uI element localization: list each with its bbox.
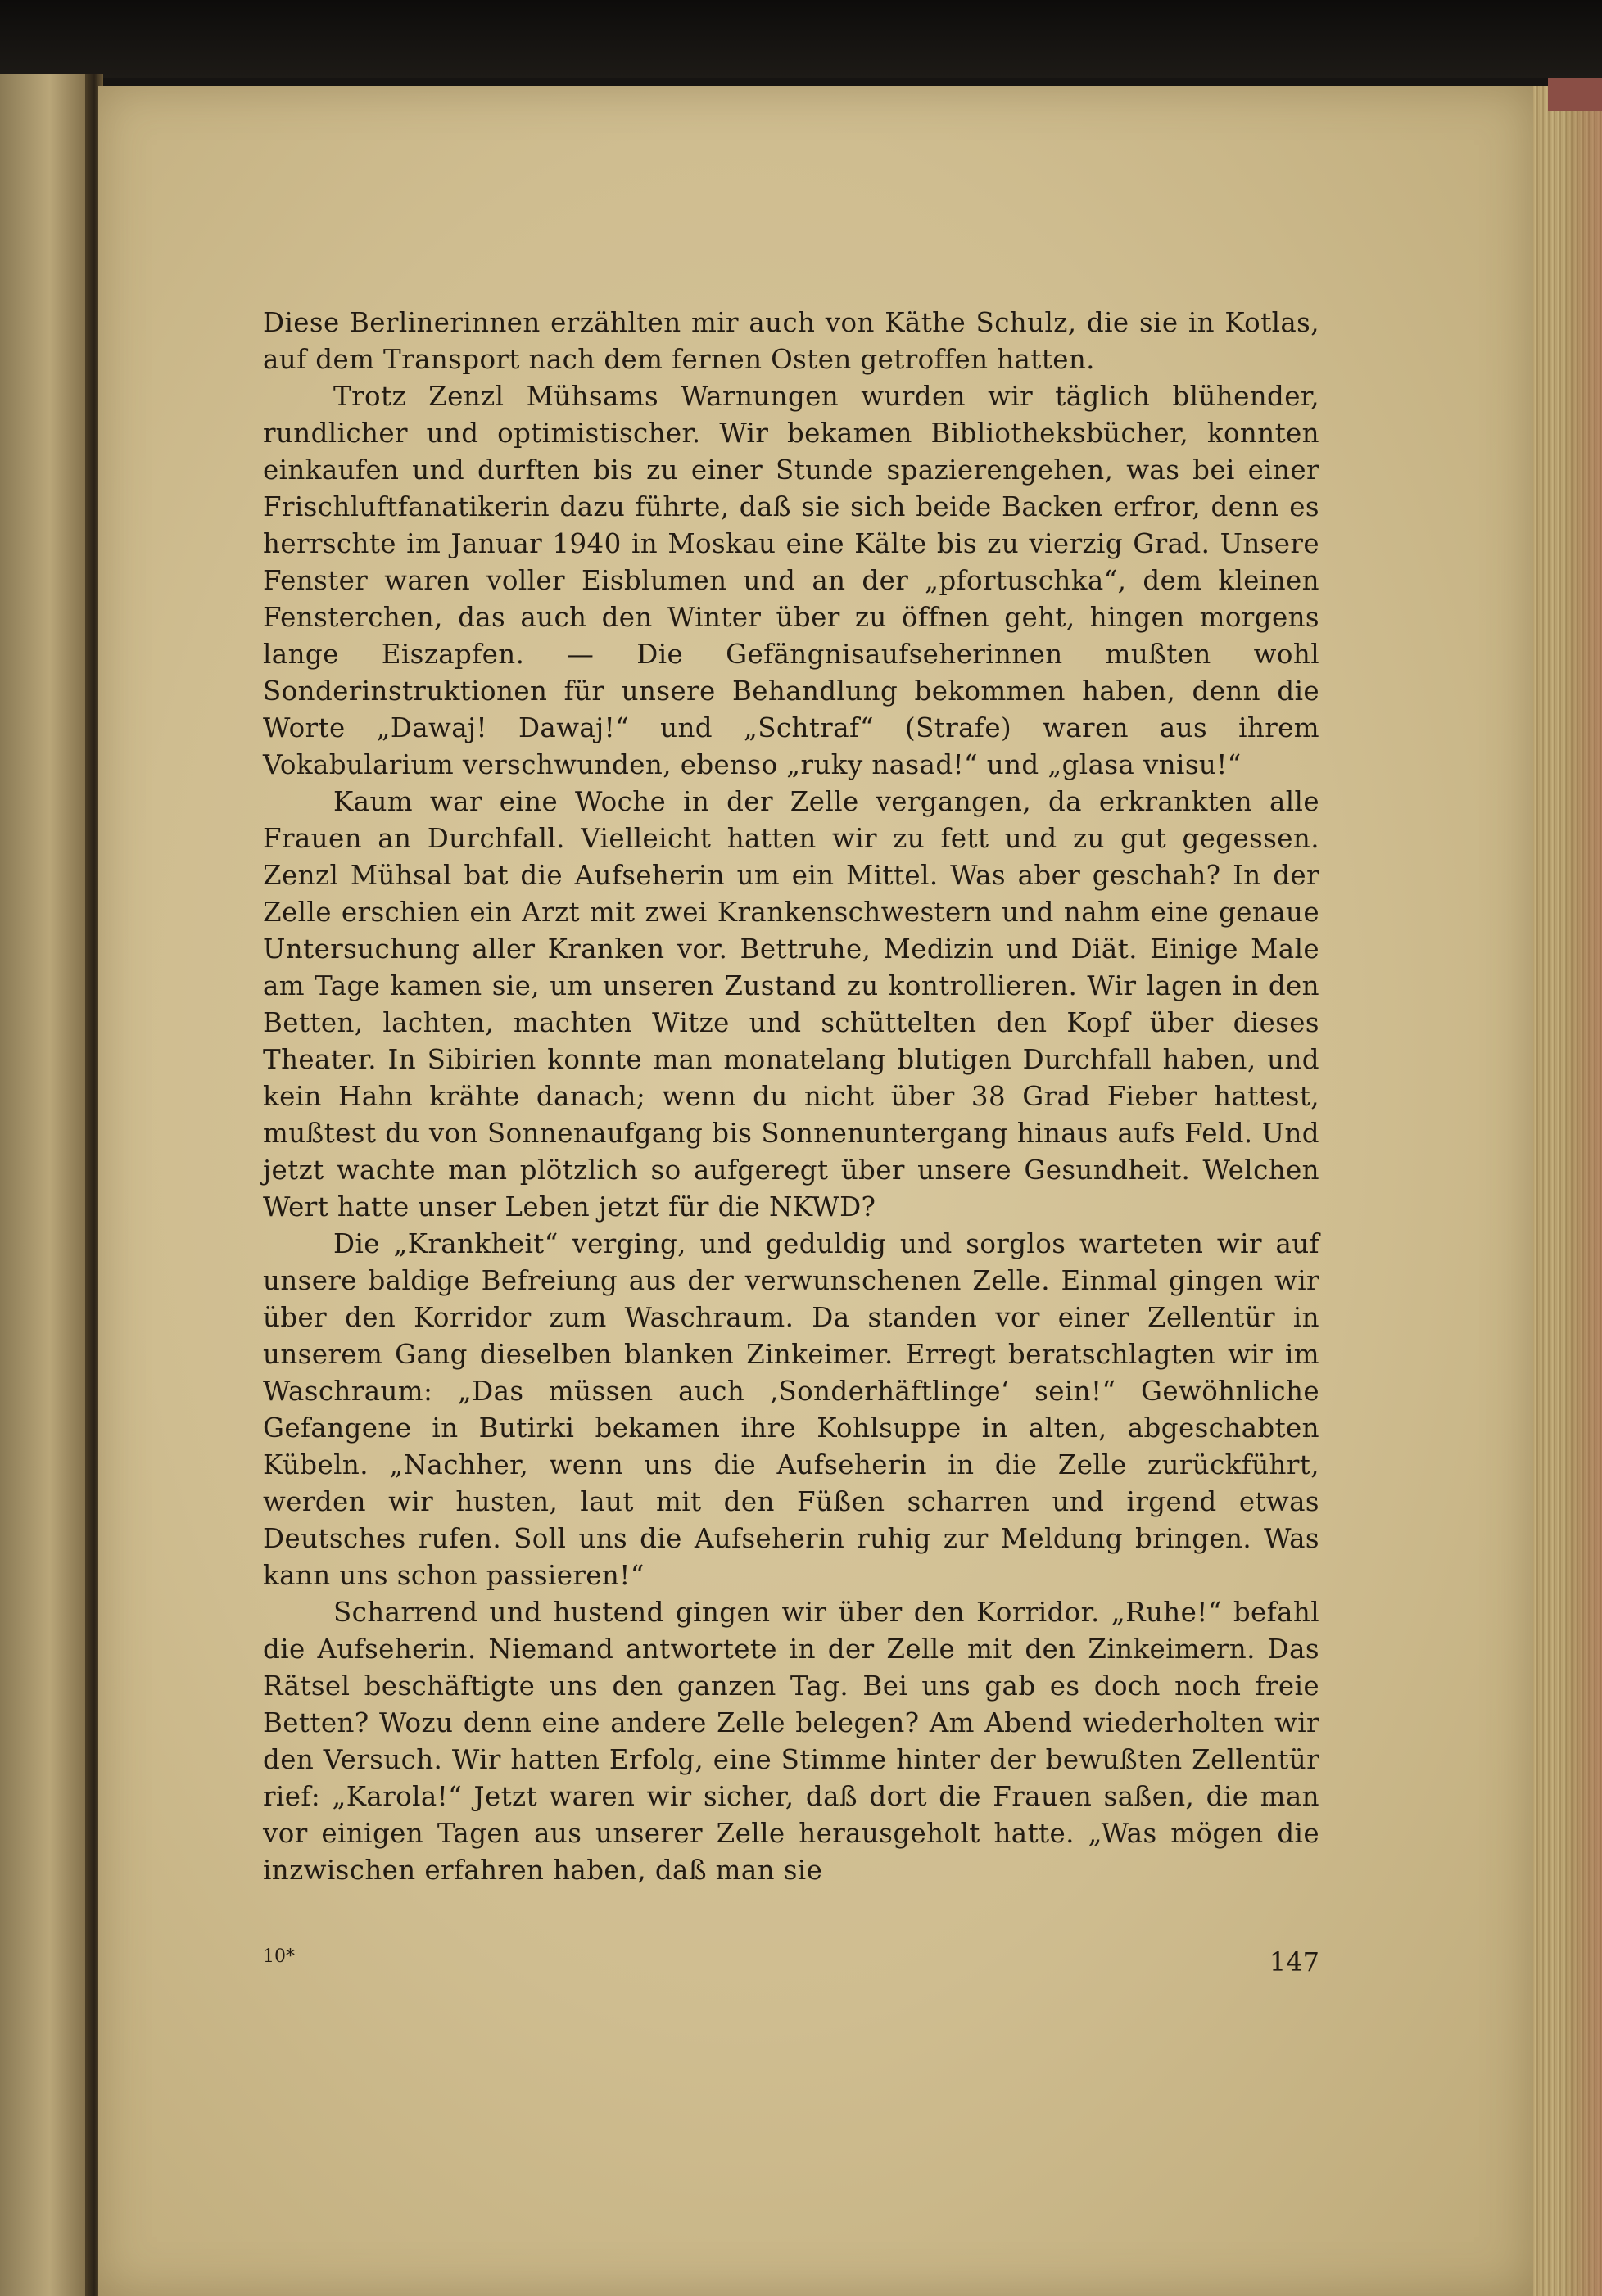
scanner-background (0, 0, 1602, 78)
page-number: 147 (1269, 1946, 1319, 1977)
signature-mark: 10* (263, 1946, 295, 1967)
paragraph: Scharrend und hustend gingen wir über den Korridor. „Ruhe!“ befahl die Aufseherin. Niemand antwortete in der Zelle mit den Zinkeimern. Das Rätsel beschäftigte uns den ganzen Tag. Bei uns gab es doch noch freie Betten? Wozu denn eine andere Zelle belegen? Am Abend wiederholten wir den Versuch. Wir hatten Erfolg, eine Stimme hinter der bewußten Zellentür rief: „Karola!“ Jetzt waren wir sicher, daß dort die Frauen saßen, die man vor einigen Tagen aus unserer Zelle herausgeholt hatte. „Was mögen die inzwischen erfahren haben, daß man sie (263, 1597, 1319, 1886)
facing-page-edge (0, 74, 90, 2296)
paragraph: Kaum war eine Woche in der Zelle vergangen, da erkrankten alle Frauen an Durchfall. Vielleicht hatten wir zu fett und zu gut gegessen. Zenzl Mühsal bat die Aufseherin um ein Mittel. Was aber geschah? In der Zelle erschien ein Arzt mit zwei Krankenschwestern und nahm eine genaue Untersuchung aller Kranken vor. Bettruhe, Medizin und Diät. Einige Male am Tage kamen sie, um unseren Zustand zu kontrollieren. Wir lagen in den Betten, lachten, machten Witze und schüttelten den Kopf über dieses Theater. In Sibirien konnte man monatelang blutigen Durchfall haben, und kein Hahn krähte danach; wenn du nicht über 38 Grad Fieber hattest, mußtest du von Sonnenaufgang bis Sonnenuntergang hinaus aufs Feld. Und jetzt wachte man plötzlich so aufgeregt über unsere Gesundheit. Welchen Wert hatte unser Leben jetzt für die NKWD? (263, 786, 1319, 1223)
paragraph: Trotz Zenzl Mühsams Warnungen wurden wir täglich blühender, rundlicher und optimistischer. Wir bekamen Bibliotheksbücher, konnten einkaufen und durften bis zu einer Stunde spazierengehen, was bei einer Frischluftfanatikerin dazu führte, daß sie sich beide Backen erfror, denn es herrschte im Januar 1940 in Moskau eine Kälte bis zu vierzig Grad. Unsere Fenster waren voller Eisblumen und an der „pfortuschka“, dem kleinen Fensterchen, das auch den Winter über zu öffnen geht, hingen morgens lange Eiszapfen. — Die Gefängnisaufseherinnen mußten wohl Sonderinstruktionen für unsere Behandlung bekommen haben, denn die Worte „Dawaj! Dawaj!“ und „Schtraf“ (Strafe) waren aus ihrem Vokabularium verschwunden, ebenso „ruky nasad!“ und „glasa vnisu!“ (263, 381, 1319, 780)
cover-corner (1548, 78, 1602, 111)
page-stack-edges (1533, 86, 1602, 2296)
paragraph: Diese Berlinerinnen erzählten mir auch von Käthe Schulz, die sie in Kotlas, auf dem Transport nach dem fernen Osten getroffen hatten. (263, 307, 1319, 375)
paragraph: Die „Krankheit“ verging, und geduldig und sorglos warteten wir auf unsere baldige Befreiung aus der verwunschenen Zelle. Einmal gingen wir über den Korridor zum Waschraum. Da standen vor einer Zellentür in unserem Gang dieselben blanken Zinkeimer. Erregt beratschlagten wir im Waschraum: „Das müssen auch ‚Sonderhäftlinge‘ sein!“ Gewöhnliche Gefangene in Butirki bekamen ihre Kohlsuppe in alten, abgeschabten Kübeln. „Nachher, wenn uns die Aufseherin in die Zelle zurückführt, werden wir husten, laut mit den Füßen scharren und irgend etwas Deutsches rufen. Soll uns die Aufseherin ruhig zur Meldung bringen. Was kann uns schon passieren!“ (263, 1228, 1319, 1591)
body-text (263, 305, 1319, 1889)
